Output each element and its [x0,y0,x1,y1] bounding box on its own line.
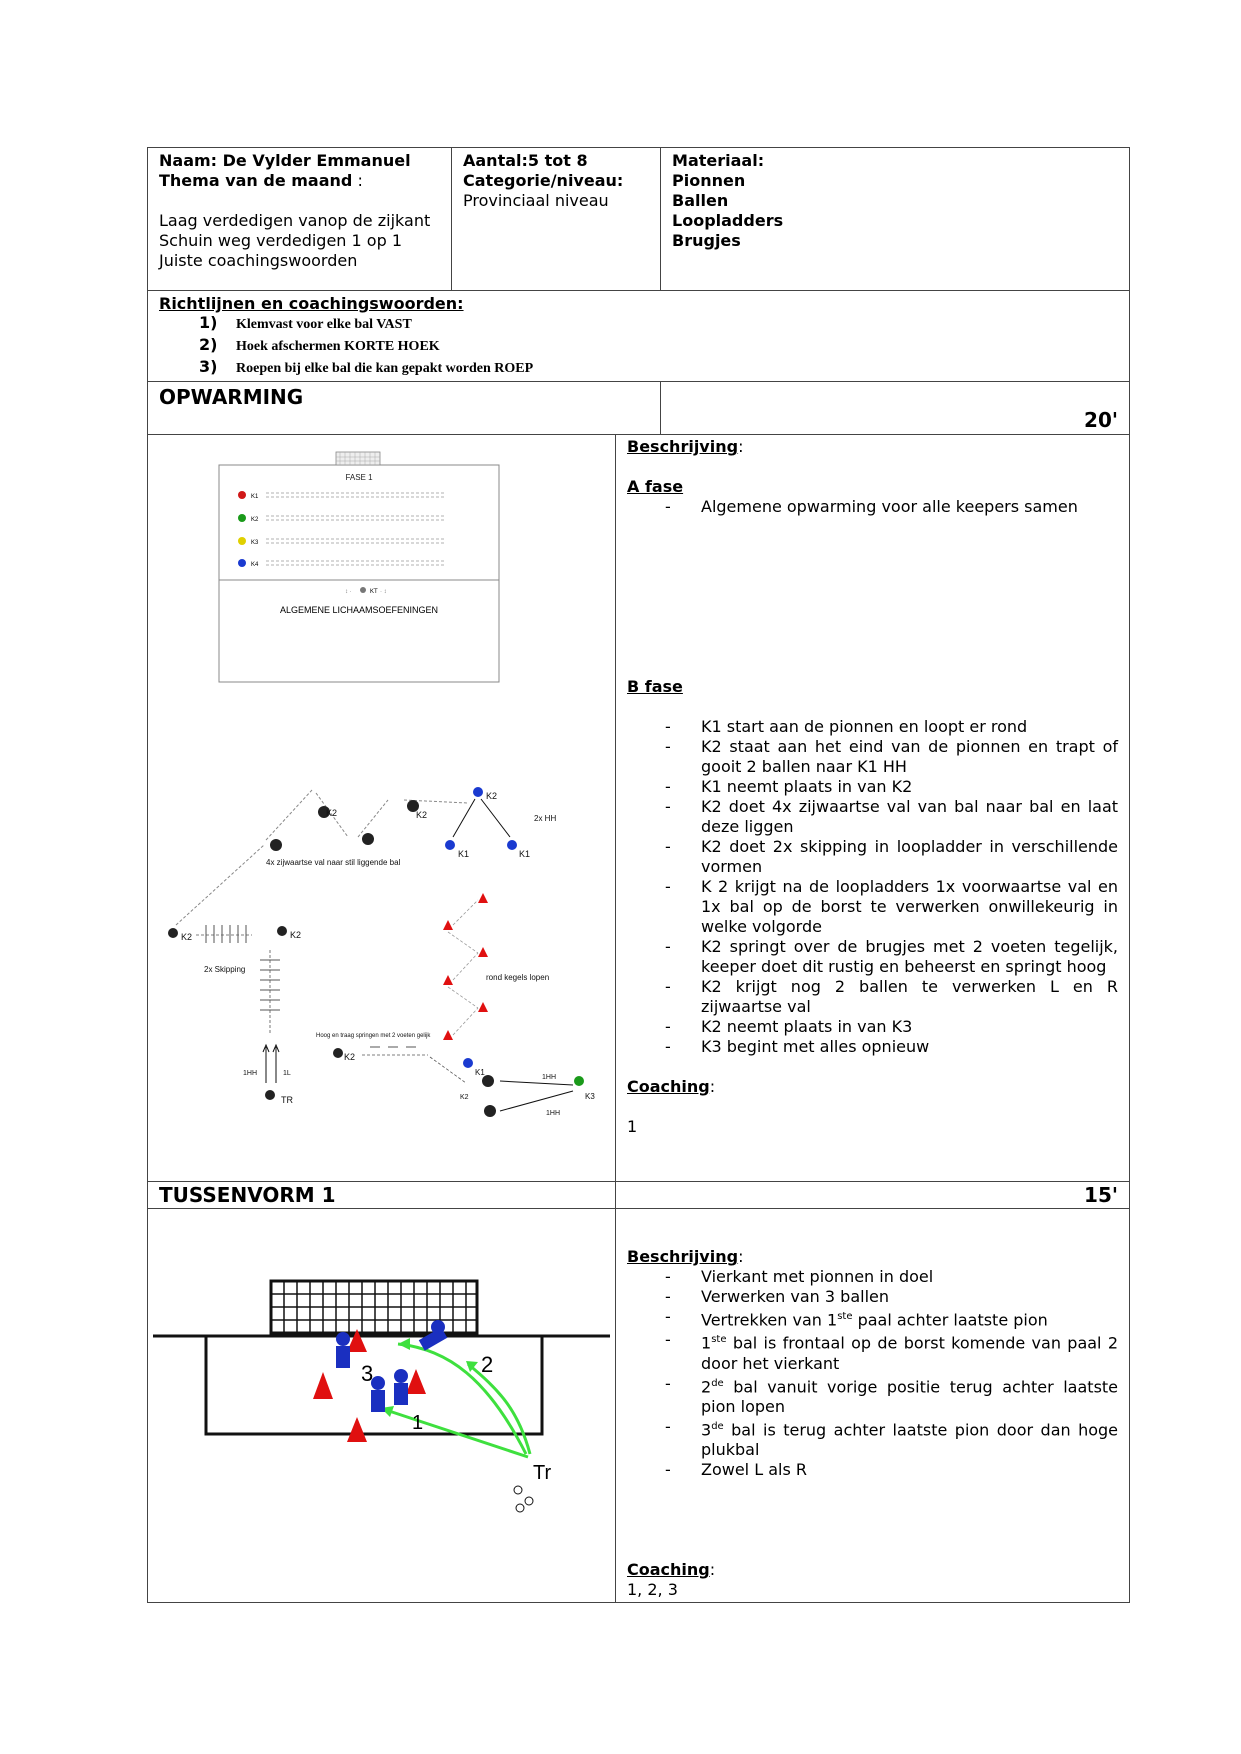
warmup-diagrams [148,435,616,1180]
small-goal-icon [336,452,380,465]
svg-text:rond kegels lopen: rond kegels lopen [486,973,550,982]
svg-text:K2: K2 [181,932,193,942]
warmup-duration: 20' [1084,408,1119,432]
intermediate-item: - 2de bal vanuit vorige positie terug achter laatste pion lopen [627,1374,1118,1417]
trainer-icon [265,1090,275,1100]
theme-item: Laag verdedigen vanop de zijkant [159,211,431,230]
guidelines-title: Richtlijnen en coachingswoorden: [159,294,464,313]
phase-b-item: - K3 begint met alles opnieuw [627,1037,1118,1057]
description-heading: Beschrijving: [627,437,744,456]
phase-b-item: - K2 krijgt nog 2 ballen te verwerken L en R zijwaartse val [627,977,1118,1017]
svg-text:K2: K2 [290,930,302,940]
training-sheet [147,147,1129,1603]
cones [443,893,488,1040]
intermediate-description-cell [616,1209,1130,1603]
svg-text:K3: K3 [585,1092,595,1101]
phase-b-item: - K1 neemt plaats in van K2 [627,777,1118,797]
warmup-description-cell [616,435,1130,1182]
header-material-cell [661,148,1130,291]
warmup-duration-cell [661,382,1130,435]
intermediate-diagram-cell [148,1209,616,1603]
material-item: Ballen [672,191,729,210]
svg-text:K2: K2 [416,810,428,820]
position-2-label: 2 [481,1352,494,1377]
category-value: Provinciaal niveau [463,191,609,210]
guideline-item [199,313,1118,335]
intermediate-item: - Zowel L als R [627,1460,1118,1480]
trainer-kt-icon [360,587,366,593]
category-label: Categorie/niveau: [463,171,624,190]
guideline-number: 2) [199,335,218,354]
svg-text:K2: K2 [326,808,338,818]
material-item: Pionnen [672,171,746,190]
sideways-fall-label: 4x zijwaartse val naar stil liggende bal [266,858,401,867]
header-group-cell [452,148,661,291]
material-label: Materiaal: [672,151,765,170]
position-1-label: 1 [412,1412,424,1434]
svg-text:↕ ·: ↕ · [345,589,352,595]
svg-text:K1: K1 [519,849,531,859]
svg-text:K3: K3 [251,540,259,546]
material-item: Loopladders [672,211,784,230]
phase-b-item: - K2 doet 4x zijwaartse val van bal naar bal en laat deze liggen [627,797,1118,837]
phase-b-item: - K2 neemt plaats in van K3 [627,1017,1118,1037]
svg-text:TR: TR [281,1095,293,1105]
svg-text:KT: KT [370,589,378,595]
phase-a-caption: ALGEMENE LICHAAMSOEFENINGEN [279,605,439,615]
balls-icon [514,1486,533,1512]
phase-b-label: B fase [627,677,683,696]
keeper-k1-icon [238,491,246,499]
theme-item: Schuin weg verdedigen 1 op 1 [159,231,402,250]
guidelines-list [159,313,1118,379]
intermediate-duration: 15' [616,1182,1130,1209]
description-heading: Beschrijving: [627,1247,744,1266]
keeper-k4-icon [238,559,246,567]
phase-b-item: - K2 doet 2x skipping in loopladder in verschillende vormen [627,837,1118,877]
theme-line [159,171,440,191]
intermediate-item: - 3de bal is terug achter laatste pion door dan hoge plukbal [627,1417,1118,1460]
svg-text:K2: K2 [486,791,498,801]
theme-item: Juiste coachingswoorden [159,251,358,270]
coaching-value: 1 [627,1117,638,1136]
header-name-cell [148,148,452,291]
guideline-text: Roepen bij elke bal die kan gepakt worden ROEP [236,361,534,376]
svg-text:K1: K1 [475,1068,485,1077]
goal-net-icon [271,1281,477,1333]
phase-b-diagram [168,787,595,1117]
phase-a-item: - Algemene opwarming voor alle keepers samen [627,497,1118,517]
svg-text:1HH: 1HH [542,1074,557,1081]
svg-text:2x Skipping: 2x Skipping [204,965,246,974]
section-title-warmup: OPWARMING [148,382,661,435]
svg-text:· ↕: · ↕ [380,589,387,595]
guideline-text: Hoek afschermen KORTE HOEK [236,339,440,354]
material-item: Brugjes [672,231,741,250]
svg-text:K2: K2 [460,1094,469,1101]
intermediate-item: - 1ste bal is frontaal op de borst komende van paal 2 door het vierkant [627,1330,1118,1373]
guideline-number: 3) [199,357,218,376]
svg-text:K4: K4 [251,562,259,568]
intermediate-item: - Verwerken van 3 ballen [627,1287,1118,1307]
coaching-heading: Coaching: [627,1560,716,1580]
svg-text:K2: K2 [251,517,259,523]
intermediate-item: - Vierkant met pionnen in doel [627,1267,1118,1287]
theme-colon: : [352,171,363,190]
theme-label: Thema van de maand [159,171,353,190]
guideline-item [199,335,1118,357]
guideline-text: Klemvast voor elke bal VAST [236,317,412,332]
trainer-label: Tr [533,1462,552,1484]
guidelines-cell [148,291,1130,382]
warmup-diagram-cell [148,435,616,1182]
intermediate-item: - Vertrekken van 1ste paal achter laatste pion [627,1307,1118,1330]
keeper-k2-icon [238,514,246,522]
section-title-intermediate: TUSSENVORM 1 [148,1182,616,1209]
intermediate-diagram [148,1209,616,1592]
training-table [147,147,1130,1603]
phase-b-list [627,717,1118,1057]
phase-a-label: A fase [627,477,684,496]
position-3-label: 3 [361,1361,374,1386]
svg-text:1HH: 1HH [243,1070,258,1077]
svg-text:2x HH: 2x HH [534,814,557,823]
keeper-k3-icon [238,537,246,545]
guideline-item [199,357,1118,379]
coaching-heading: Coaching: [627,1077,716,1096]
svg-text:1L: 1L [283,1070,291,1077]
guideline-number: 1) [199,313,218,332]
phase-a-diagram [219,452,499,682]
svg-text:K1: K1 [251,494,259,500]
phase-b-item: - K2 staat aan het eind van de pionnen en trapt of gooit 2 ballen naar K1 HH [627,737,1118,777]
phase-a-list [627,497,1118,517]
coach-name: Naam: De Vylder Emmanuel [159,151,411,170]
phase-b-item: - K1 start aan de pionnen en loopt er rond [627,717,1118,737]
phase-label: FASE 1 [345,473,373,482]
svg-text:K1: K1 [458,849,470,859]
svg-text:1HH: 1HH [546,1110,561,1117]
svg-text:Hoog en traag springen met 2 v: Hoog en traag springen met 2 voeten gelijk [316,1033,431,1039]
phase-b-item: - K 2 krijgt na de loopladders 1x voorwaartse val en 1x bal op de borst te verwerken onwillekeurig in welke volgorde [627,877,1118,937]
coaching-value: 1, 2, 3 [627,1580,678,1600]
intermediate-list [627,1267,1118,1480]
phase-b-item: - K2 springt over de brugjes met 2 voeten tegelijk, keeper doet dit rustig en beheerst en springt hoog [627,937,1118,977]
svg-text:K2: K2 [344,1052,356,1062]
group-size: Aantal:5 tot 8 [463,151,588,170]
